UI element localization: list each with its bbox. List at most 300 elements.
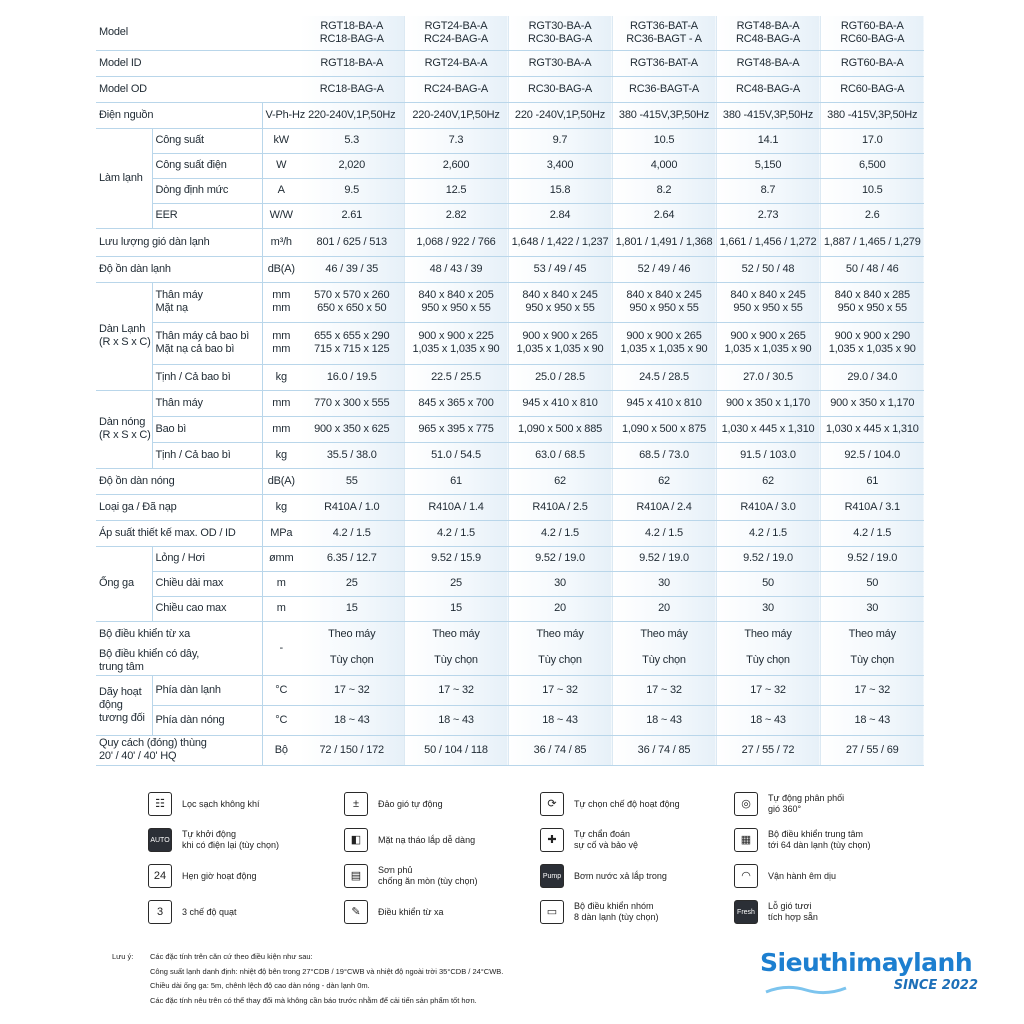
value-cell: R410A / 3.0 — [716, 494, 820, 520]
value-cell: RGT18-BA-A — [300, 50, 404, 76]
value-cell: 15 — [404, 596, 508, 621]
row-label — [96, 675, 152, 735]
value-cell: 9.52 / 15.9 — [404, 546, 508, 571]
label-line: (R x S x C) — [99, 336, 151, 348]
brand-logo — [760, 948, 1000, 1000]
unit-cell: kg — [262, 364, 300, 390]
value-cell: 25 — [300, 571, 404, 596]
note-line: Công suất lạnh danh định: nhiệt độ bên trong 27°CDB / 19°CWB và nhiệt độ ngoài trời 35°CDB / 24°CWB. — [150, 966, 504, 976]
value-cell: Tùy chọn — [612, 647, 716, 675]
air-filter-icon: ☷ — [148, 792, 172, 816]
value-cell: 1,030 x 445 x 1,310 — [716, 416, 820, 442]
feature-item — [734, 864, 836, 888]
value-cell: 220-240V,1P,50Hz — [300, 102, 404, 128]
value-cell: 945 x 410 x 810 — [508, 390, 612, 416]
value-cell: 50 / 104 / 118 — [404, 735, 508, 765]
value-cell: Theo máy — [300, 621, 404, 647]
auto-swing-icon: ± — [344, 792, 368, 816]
unit-cell: ømm — [262, 546, 300, 571]
value-cell: 18 ~ 43 — [716, 705, 820, 735]
label-line: RC48-BAG-A — [735, 32, 801, 45]
feature-item — [344, 900, 444, 924]
value-cell: 965 x 395 x 775 — [404, 416, 508, 442]
value-cell: 62 — [716, 468, 820, 494]
360-air-icon: ◎ — [734, 792, 758, 816]
label-line: RGT30-BA-A — [528, 19, 592, 32]
value-cell: R410A / 2.4 — [612, 494, 716, 520]
value-cell: RC30-BAG-A — [508, 76, 612, 102]
unit-cell: kg — [262, 494, 300, 520]
value-cell: 27 / 55 / 72 — [716, 735, 820, 765]
fresh-air-icon: Fresh — [734, 900, 758, 924]
value-cell: 27.0 / 30.5 — [716, 364, 820, 390]
label-line: 840 x 840 x 245 — [522, 289, 598, 301]
label-line: 655 x 655 x 290 — [314, 330, 390, 342]
fan-speed-icon: 3 — [148, 900, 172, 924]
unit-cell: dB(A) — [262, 256, 300, 282]
label-line: 1,035 x 1,035 x 90 — [724, 343, 812, 355]
spec-row — [96, 675, 924, 705]
label-line: Dãy hoạt — [99, 685, 142, 698]
value-cell: 15 — [300, 596, 404, 621]
value-cell: 50 — [716, 571, 820, 596]
value-cell — [716, 16, 820, 50]
value-cell: 50 / 48 / 46 — [820, 256, 924, 282]
row-label — [96, 282, 152, 390]
value-cell: 4.2 / 1.5 — [300, 520, 404, 546]
value-cell: Tùy chọn — [300, 647, 404, 675]
unit-cell: - — [262, 621, 300, 675]
value-cell — [820, 16, 924, 50]
spec-row — [96, 546, 924, 571]
row-label: Độ ồn dàn nóng — [96, 468, 262, 494]
feature-label: Sơn phủ chống ăn mòn (tùy chọn) — [378, 865, 478, 886]
spec-row — [96, 153, 924, 178]
row-sublabel: Thân máy — [152, 390, 262, 416]
value-cell: 220-240V,1P,50Hz — [404, 102, 508, 128]
feature-item — [148, 900, 237, 924]
feature-label: Mặt nạ tháo lắp dễ dàng — [378, 834, 476, 845]
feature-label: Tự khởi động khi có điện lại (tùy chọn) — [182, 829, 280, 850]
spec-row — [96, 442, 924, 468]
label-line: RGT48-BA-A — [736, 19, 800, 32]
value-cell: 30 — [820, 596, 924, 621]
row-label: Áp suất thiết kế max. OD / ID — [96, 520, 262, 546]
label-line: trung tâm — [99, 660, 144, 673]
label-line: RGT24-BA-A — [424, 19, 488, 32]
spec-row — [96, 282, 924, 322]
value-cell: 4.2 / 1.5 — [612, 520, 716, 546]
spec-row — [96, 256, 924, 282]
drain-pump-icon: Pump — [540, 864, 564, 888]
spec-row — [96, 647, 924, 675]
label-line: Quy cách (đóng) thùng — [99, 737, 207, 749]
label-line: RC60-BAG-A — [840, 32, 905, 45]
value-cell: 4.2 / 1.5 — [820, 520, 924, 546]
value-cell: 30 — [716, 596, 820, 621]
label-line: RC36-BAGT - A — [626, 32, 702, 45]
value-cell: 8.7 — [716, 178, 820, 203]
row-sublabel: Công suất điện — [152, 153, 262, 178]
unit-cell — [262, 322, 300, 364]
value-cell: 61 — [820, 468, 924, 494]
row-sublabel: Dòng định mức — [152, 178, 262, 203]
value-cell: 9.52 / 19.0 — [508, 546, 612, 571]
value-cell: 770 x 300 x 555 — [300, 390, 404, 416]
brand-name: Sieuthimaylanh — [760, 948, 973, 977]
value-cell — [404, 16, 508, 50]
feature-item — [344, 792, 443, 816]
value-cell: 2,600 — [404, 153, 508, 178]
feature-label: Lọc sạch không khí — [182, 798, 260, 809]
notes-label: Lưu ý: — [112, 952, 134, 961]
value-cell: 17 ~ 32 — [716, 675, 820, 705]
value-cell: RGT24-BA-A — [404, 50, 508, 76]
label-line: Dàn Lạnh — [99, 323, 146, 335]
value-cell: Tùy chọn — [404, 647, 508, 675]
value-cell — [820, 282, 924, 322]
value-cell: 5,150 — [716, 153, 820, 178]
feature-label: 3 chế độ quạt — [182, 906, 237, 917]
feature-label: Vận hành êm dịu — [768, 870, 837, 881]
value-cell: 48 / 43 / 39 — [404, 256, 508, 282]
value-cell: 18 ~ 43 — [300, 705, 404, 735]
auto-mode-icon: ⟳ — [540, 792, 564, 816]
row-label: Lưu lượng gió dàn lạnh — [96, 228, 262, 256]
value-cell: 945 x 410 x 810 — [612, 390, 716, 416]
value-cell: 4.2 / 1.5 — [404, 520, 508, 546]
value-cell: R410A / 1.0 — [300, 494, 404, 520]
value-cell: 52 / 49 / 46 — [612, 256, 716, 282]
value-cell: 46 / 39 / 35 — [300, 256, 404, 282]
value-cell: 17 ~ 32 — [820, 675, 924, 705]
feature-item — [148, 864, 256, 888]
row-sublabel — [152, 322, 262, 364]
value-cell — [508, 282, 612, 322]
row-label — [96, 390, 152, 468]
value-cell — [716, 282, 820, 322]
value-cell: R410A / 3.1 — [820, 494, 924, 520]
value-cell: RC18-BAG-A — [300, 76, 404, 102]
value-cell: 29.0 / 34.0 — [820, 364, 924, 390]
row-label: Độ ồn dàn lạnh — [96, 256, 262, 282]
unit-cell: Bộ — [262, 735, 300, 765]
label-line: 20' / 40' / 40' HQ — [99, 750, 177, 762]
value-cell: RC36-BAGT-A — [612, 76, 716, 102]
spec-row — [96, 76, 924, 102]
row-label — [96, 735, 262, 765]
smooth-operation-icon: ◠ — [734, 864, 758, 888]
value-cell: RGT30-BA-A — [508, 50, 612, 76]
label-line: 1,035 x 1,035 x 90 — [828, 343, 916, 355]
value-cell: 380 -415V,3P,50Hz — [820, 102, 924, 128]
spec-row — [96, 102, 924, 128]
value-cell: 9.52 / 19.0 — [612, 546, 716, 571]
feature-item — [734, 792, 844, 816]
value-cell: 900 x 350 x 625 — [300, 416, 404, 442]
value-cell: RC48-BAG-A — [716, 76, 820, 102]
value-cell: 1,661 / 1,456 / 1,272 — [716, 228, 820, 256]
label-line: 715 x 715 x 125 — [314, 343, 390, 355]
value-cell: 15.8 — [508, 178, 612, 203]
unit-cell: dB(A) — [262, 468, 300, 494]
value-cell: 52 / 50 / 48 — [716, 256, 820, 282]
spec-row — [96, 322, 924, 364]
spec-row — [96, 228, 924, 256]
value-cell: 9.5 — [300, 178, 404, 203]
value-cell: R410A / 2.5 — [508, 494, 612, 520]
value-cell — [612, 322, 716, 364]
value-cell: 17 ~ 32 — [612, 675, 716, 705]
timer-icon: 24 — [148, 864, 172, 888]
unit-cell: m — [262, 596, 300, 621]
value-cell: 1,648 / 1,422 / 1,237 — [508, 228, 612, 256]
value-cell: 1,801 / 1,491 / 1,368 — [612, 228, 716, 256]
spec-row — [96, 494, 924, 520]
value-cell: 35.5 / 38.0 — [300, 442, 404, 468]
row-label: Model — [96, 16, 300, 50]
feature-label: Bộ điều khiển trung tâm tới 64 dàn lạnh (tùy chọn) — [768, 829, 871, 850]
value-cell: 25 — [404, 571, 508, 596]
value-cell: 1,030 x 445 x 1,310 — [820, 416, 924, 442]
spec-row — [96, 390, 924, 416]
value-cell — [612, 16, 716, 50]
label-line: 900 x 900 x 225 — [418, 330, 494, 342]
value-cell: 18 ~ 43 — [820, 705, 924, 735]
label-line: 950 x 950 x 55 — [421, 302, 491, 314]
unit-cell: kg — [262, 442, 300, 468]
value-cell: 2.61 — [300, 203, 404, 228]
row-sublabel: EER — [152, 203, 262, 228]
feature-item — [540, 792, 680, 816]
unit-cell: W — [262, 153, 300, 178]
value-cell: 16.0 / 19.5 — [300, 364, 404, 390]
value-cell: 72 / 150 / 172 — [300, 735, 404, 765]
feature-label: Bơm nước xả lắp trong — [574, 870, 667, 881]
feature-label: Hẹn giờ hoạt động — [182, 870, 257, 881]
row-label: Điện nguồn — [96, 102, 262, 128]
value-cell: 20 — [508, 596, 612, 621]
label-line: Bộ điều khiển có dây, — [99, 647, 200, 660]
self-diagnosis-icon: ✚ — [540, 828, 564, 852]
detachable-panel-icon: ◧ — [344, 828, 368, 852]
label-line: Thân máy cả bao bì — [155, 330, 250, 342]
value-cell: 18 ~ 43 — [508, 705, 612, 735]
feature-item — [148, 828, 279, 852]
label-line: 1,035 x 1,035 x 90 — [620, 343, 708, 355]
label-line: 950 x 950 x 55 — [837, 302, 907, 314]
value-cell: 2,020 — [300, 153, 404, 178]
row-label: Bộ điều khiển từ xa — [99, 627, 191, 640]
spec-row — [96, 735, 924, 765]
value-cell: 7.3 — [404, 128, 508, 153]
spec-row — [96, 416, 924, 442]
value-cell: 4,000 — [612, 153, 716, 178]
label-line: RGT60-BA-A — [840, 19, 904, 32]
value-cell: 55 — [300, 468, 404, 494]
value-cell: 220 -240V,1P,50Hz — [508, 102, 612, 128]
value-cell: 2.64 — [612, 203, 716, 228]
value-cell: 27 / 55 / 69 — [820, 735, 924, 765]
value-cell: Tùy chọn — [716, 647, 820, 675]
feature-label: Tự chọn chế độ hoạt động — [574, 798, 680, 809]
feature-label: Lỗ gió tươi tích hợp sẵn — [768, 901, 818, 922]
value-cell: 20 — [612, 596, 716, 621]
value-cell: 17 ~ 32 — [404, 675, 508, 705]
value-cell: R410A / 1.4 — [404, 494, 508, 520]
label-line: mm — [272, 302, 291, 314]
value-cell: 22.5 / 25.5 — [404, 364, 508, 390]
value-cell: 61 — [404, 468, 508, 494]
value-cell: 53 / 49 / 45 — [508, 256, 612, 282]
value-cell — [404, 282, 508, 322]
row-sublabel: Bao bì — [152, 416, 262, 442]
value-cell: 900 x 350 x 1,170 — [820, 390, 924, 416]
label-line: 840 x 840 x 285 — [834, 289, 910, 301]
row-sublabel: Tịnh / Cả bao bì — [152, 364, 262, 390]
value-cell: 17 ~ 32 — [508, 675, 612, 705]
spec-row — [96, 571, 924, 596]
value-cell: 2.82 — [404, 203, 508, 228]
value-cell: 25.0 / 28.5 — [508, 364, 612, 390]
feature-label: Bộ điều khiển nhóm 8 dàn lạnh (tùy chọn) — [574, 901, 659, 922]
row-sublabel: Phía dàn lạnh — [152, 675, 262, 705]
feature-label: Điều khiển từ xa — [378, 906, 444, 917]
value-cell: 30 — [612, 571, 716, 596]
spec-row — [96, 364, 924, 390]
label-line: mm — [272, 330, 291, 342]
label-line: mm — [272, 343, 291, 355]
label-line: 950 x 950 x 55 — [629, 302, 699, 314]
remote-control-icon: ✎ — [344, 900, 368, 924]
label-line: RGT18-BA-A — [320, 19, 384, 32]
value-cell: Tùy chọn — [508, 647, 612, 675]
label-line: 950 x 950 x 55 — [525, 302, 595, 314]
value-cell: 62 — [612, 468, 716, 494]
unit-cell: °C — [262, 675, 300, 705]
value-cell: 9.52 / 19.0 — [716, 546, 820, 571]
value-cell: 380 -415V,3P,50Hz — [716, 102, 820, 128]
value-cell: 18 ~ 43 — [612, 705, 716, 735]
value-cell: 91.5 / 103.0 — [716, 442, 820, 468]
label-line: RC30-BAG-A — [527, 32, 593, 45]
row-label — [96, 647, 262, 675]
anticorrosion-icon: ▤ — [344, 864, 368, 888]
value-cell: 4.2 / 1.5 — [508, 520, 612, 546]
feature-item — [540, 828, 638, 852]
value-cell: 12.5 — [404, 178, 508, 203]
central-control-icon: ▦ — [734, 828, 758, 852]
value-cell: 24.5 / 28.5 — [612, 364, 716, 390]
spec-row — [96, 128, 924, 153]
value-cell — [300, 16, 404, 50]
value-cell: 10.5 — [612, 128, 716, 153]
row-label: Model OD — [96, 76, 300, 102]
notes — [112, 950, 503, 1008]
unit-cell: mm — [262, 390, 300, 416]
spec-row — [96, 520, 924, 546]
value-cell: 1,090 x 500 x 875 — [612, 416, 716, 442]
value-cell: 1,068 / 922 / 766 — [404, 228, 508, 256]
note-line: Các đặc tính trên căn cứ theo điều kiện như sau: — [150, 952, 313, 961]
value-cell: 3,400 — [508, 153, 612, 178]
row-label: Model ID — [96, 50, 300, 76]
brand-since: SINCE 2022 — [893, 978, 978, 993]
unit-cell: A — [262, 178, 300, 203]
wave-icon — [764, 984, 848, 996]
unit-cell: V-Ph-Hz — [262, 102, 300, 128]
label-line: Mặt nạ — [155, 302, 188, 314]
spec-table — [96, 16, 924, 766]
spec-row — [96, 178, 924, 203]
label-line: mm — [272, 289, 291, 301]
value-cell: 4.2 / 1.5 — [716, 520, 820, 546]
value-cell: 36 / 74 / 85 — [612, 735, 716, 765]
value-cell: 6,500 — [820, 153, 924, 178]
label-line: 650 x 650 x 50 — [317, 302, 387, 314]
value-cell: 50 — [820, 571, 924, 596]
row-sublabel: Lỏng / Hơi — [152, 546, 262, 571]
auto-restart-icon: AUTO — [148, 828, 172, 852]
value-cell: 2.84 — [508, 203, 612, 228]
feature-item — [344, 828, 475, 852]
label-line: RC18-BAG-A — [319, 32, 384, 45]
feature-item — [540, 900, 659, 924]
value-cell: 10.5 — [820, 178, 924, 203]
value-cell: 51.0 / 54.5 — [404, 442, 508, 468]
row-label: Loại ga / Đã nạp — [96, 494, 262, 520]
value-cell: RGT36-BAT-A — [612, 50, 716, 76]
value-cell: 8.2 — [612, 178, 716, 203]
spec-row — [96, 596, 924, 621]
value-cell: 2.73 — [716, 203, 820, 228]
label-line: tương đối — [99, 711, 145, 724]
value-cell: Theo máy — [716, 621, 820, 647]
value-cell: 36 / 74 / 85 — [508, 735, 612, 765]
label-line: (R x S x C) — [99, 429, 151, 441]
label-line: Dàn nóng — [99, 416, 146, 428]
feature-item — [734, 900, 818, 924]
value-cell: Theo máy — [508, 621, 612, 647]
feature-item — [148, 792, 260, 816]
value-cell: Theo máy — [612, 621, 716, 647]
feature-item — [344, 864, 478, 888]
spec-row — [96, 705, 924, 735]
label-line: RGT36-BAT-A — [630, 19, 698, 32]
row-label: Làm lạnh — [96, 128, 152, 228]
label-line: 840 x 840 x 245 — [730, 289, 806, 301]
row-sublabel: Phía dàn nóng — [152, 705, 262, 735]
value-cell — [404, 322, 508, 364]
value-cell — [612, 282, 716, 322]
value-cell: RC24-BAG-A — [404, 76, 508, 102]
value-cell: Tùy chọn — [820, 647, 924, 675]
label-line: 840 x 840 x 205 — [418, 289, 494, 301]
spec-row — [96, 468, 924, 494]
row-label: Ống ga — [96, 546, 152, 621]
label-line: 900 x 900 x 265 — [626, 330, 702, 342]
value-cell: RGT48-BA-A — [716, 50, 820, 76]
value-cell: 68.5 / 73.0 — [612, 442, 716, 468]
label-line: 900 x 900 x 290 — [834, 330, 910, 342]
value-cell: Theo máy — [820, 621, 924, 647]
value-cell — [508, 16, 612, 50]
label-line: 840 x 840 x 245 — [626, 289, 702, 301]
row-sublabel — [152, 282, 262, 322]
value-cell: 9.52 / 19.0 — [820, 546, 924, 571]
value-cell: 9.7 — [508, 128, 612, 153]
spec-row — [96, 203, 924, 228]
